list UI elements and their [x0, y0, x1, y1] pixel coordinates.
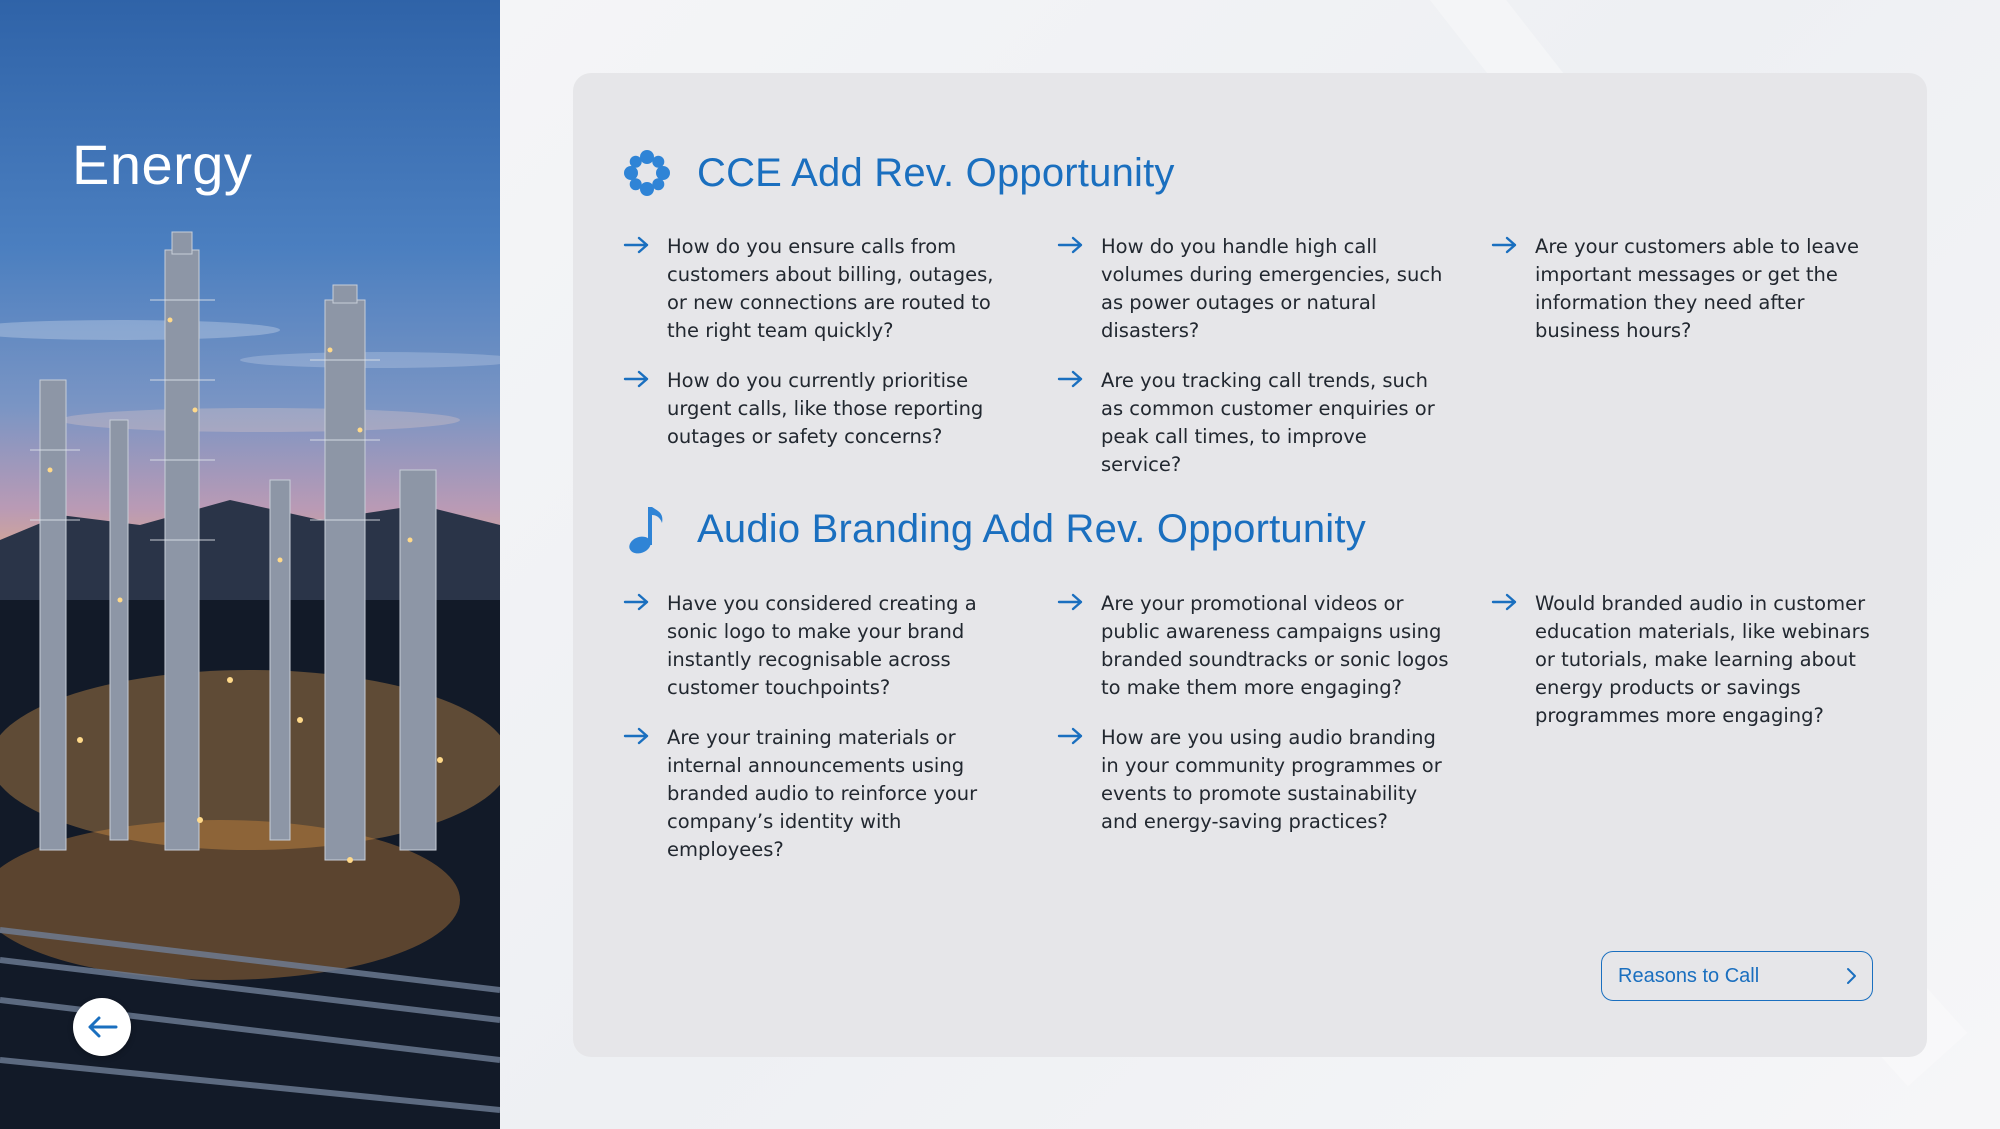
question-text: Are your customers able to leave important messages or get the information they need after business hours?	[1535, 235, 1859, 342]
arrow-right-icon	[1057, 235, 1085, 255]
question-text: Are your training materials or internal announcements using branded audio to reinforce your company’s identity with employees?	[667, 726, 978, 861]
arrow-right-icon	[623, 235, 651, 255]
arrow-right-icon	[1491, 235, 1519, 255]
list-item	[1491, 233, 1883, 345]
arrow-right-icon	[1057, 726, 1085, 746]
question-text: Would branded audio in customer education materials, like webinars or tutorials, make learning about energy products or savings programmes more engaging?	[1535, 592, 1870, 727]
list-item	[623, 233, 1057, 345]
content-card	[573, 73, 1927, 1057]
reasons-to-call-button[interactable]	[1601, 951, 1873, 1001]
arrow-right-icon	[1057, 592, 1085, 612]
section-header-cce	[621, 147, 1175, 199]
question-list-audio-branding	[623, 590, 1883, 864]
question-text: How do you handle high call volumes during emergencies, such as power outages or natural disasters?	[1101, 235, 1443, 342]
back-button[interactable]	[73, 998, 131, 1056]
list-item	[1057, 590, 1491, 702]
arrow-right-icon	[623, 369, 651, 389]
question-list-cce	[623, 233, 1883, 479]
list-item	[1491, 590, 1883, 864]
music-note-icon	[621, 503, 673, 555]
question-text: How do you currently prioritise urgent calls, like those reporting outages or safety concerns?	[667, 369, 984, 448]
list-item	[623, 590, 1057, 702]
question-text: Are you tracking call trends, such as common customer enquiries or peak call times, to improve service?	[1101, 369, 1435, 476]
list-item	[1057, 233, 1491, 345]
arrow-right-icon	[623, 726, 651, 746]
section-header-audio-branding	[621, 503, 1366, 555]
hero-image-panel	[0, 0, 500, 1129]
list-item	[1057, 367, 1491, 479]
list-item	[623, 367, 1057, 479]
section-heading: Audio Branding Add Rev. Opportunity	[697, 506, 1366, 551]
question-text: How do you ensure calls from customers about billing, outages, or new connections are routed to the right team quickly?	[667, 235, 994, 342]
page-title: Energy	[72, 133, 253, 196]
arrow-right-icon	[623, 592, 651, 612]
question-text: Are your promotional videos or public awareness campaigns using branded soundtracks or sonic logos to make them more engaging?	[1101, 592, 1449, 699]
question-text: How are you using audio branding in your community programmes or events to promote sustainability and energy-saving practices?	[1101, 726, 1442, 833]
reasons-to-call-label: Reasons to Call	[1618, 964, 1760, 987]
arrow-right-icon	[1057, 369, 1085, 389]
question-text: Have you considered creating a sonic logo to make your brand instantly recognisable across customer touchpoints?	[667, 592, 977, 699]
arrow-right-icon	[1491, 592, 1519, 612]
chevron-right-icon	[1844, 967, 1858, 985]
list-item	[623, 724, 1057, 864]
arrow-left-icon	[86, 1015, 118, 1039]
list-item	[1057, 724, 1491, 864]
section-heading: CCE Add Rev. Opportunity	[697, 150, 1175, 195]
flower-icon	[621, 147, 673, 199]
